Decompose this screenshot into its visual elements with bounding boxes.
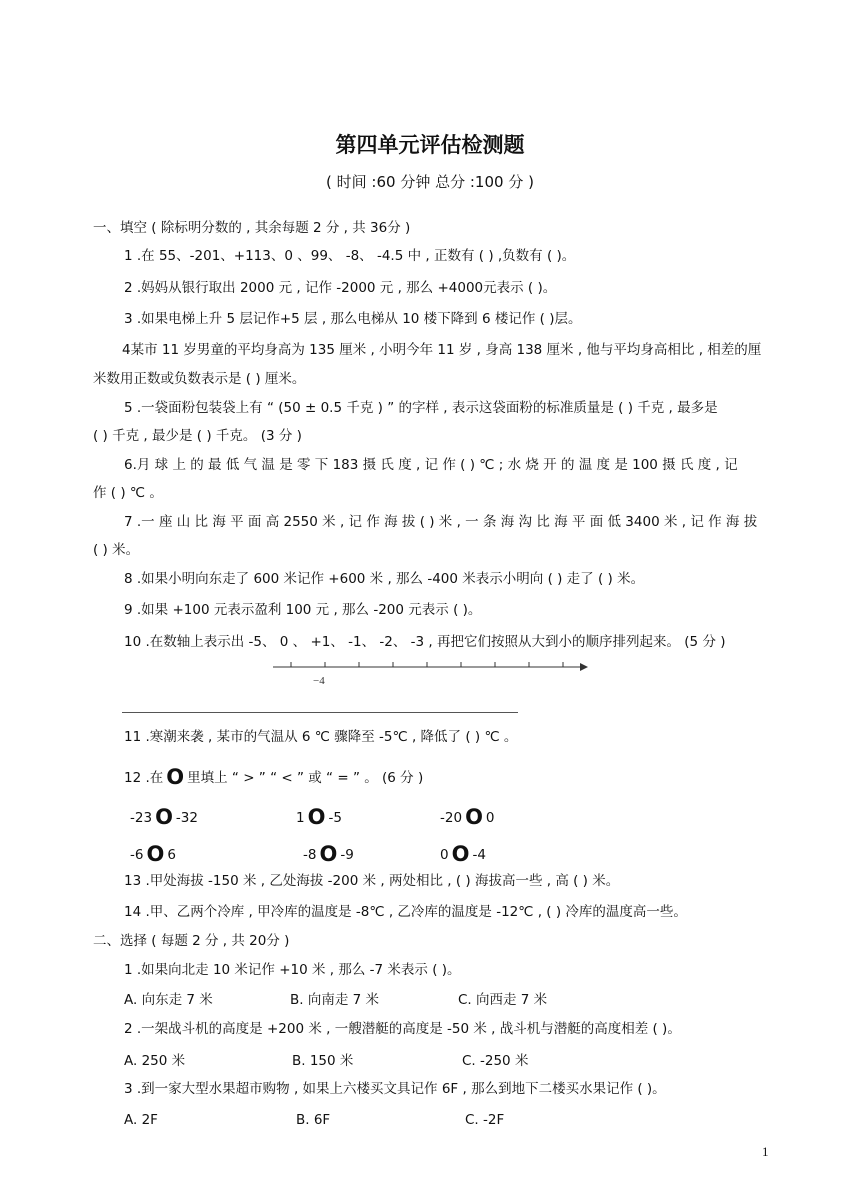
compare-circle[interactable]: O — [307, 805, 326, 829]
question-1-4-line2: 米数用正数或负数表示是 ( ) 厘米。 — [93, 371, 306, 387]
q12-suffix: 里填上 “ > ” “ < ” 或 “ = ” 。 (6 分 ) — [187, 770, 424, 786]
question-1-6-line2: 作 ( ) ℃ 。 — [93, 485, 163, 501]
question-1-9: 9 .如果 +100 元表示盈利 100 元 , 那么 -200 元表示 ( )。 — [124, 602, 482, 618]
compare-item — [440, 842, 486, 866]
compare-circle[interactable]: O — [146, 842, 165, 866]
question-1-7-line1: 7 .一 座 山 比 海 平 面 高 2550 米 , 记 作 海 拔 ( ) 米 , 一 条 海 沟 比 海 平 面 低 3400 米 , 记 作 海 拔 — [124, 514, 758, 530]
question-1-3: 3 .如果电梯上升 5 层记作+5 层 , 那么电梯从 10 楼下降到 6 楼记作 ( )层。 — [124, 311, 582, 327]
compare-right: -4 — [472, 847, 486, 863]
option-b[interactable]: B. 150 米 — [292, 1053, 354, 1069]
compare-right: -5 — [328, 810, 342, 826]
question-2-1: 1 .如果向北走 10 米记作 +10 米 , 那么 -7 米表示 ( )。 — [124, 962, 461, 978]
option-b[interactable]: B. 6F — [296, 1112, 331, 1128]
question-1-2: 2 .妈妈从银行取出 2000 元 , 记作 -2000 元 , 那么 +4000元表示 ( )。 — [124, 280, 557, 296]
question-1-13: 13 .甲处海拔 -150 米 , 乙处海拔 -200 米 , 两处相比 , ( ) 海拔高一些 , 高 ( ) 米。 — [124, 873, 620, 889]
compare-circle[interactable]: O — [451, 842, 470, 866]
question-1-10: 10 .在数轴上表示出 -5、 0 、 +1、 -1、 -2、 -3 , 再把它们按照从大到小的顺序排列起来。 (5 分 ) — [124, 634, 726, 650]
question-1-12 — [124, 765, 424, 789]
option-a[interactable]: A. 2F — [124, 1112, 158, 1128]
question-1-6-line1: 6.月 球 上 的 最 低 气 温 是 零 下 183 摄 氏 度 , 记 作 ( ) ℃ ; 水 烧 开 的 温 度 是 100 摄 氏 度 , 记 — [124, 457, 738, 473]
q12-prefix: 12 .在 — [124, 770, 164, 786]
question-1-11: 11 .寒潮来袭 , 某市的气温从 6 ℃ 骤降至 -5℃ , 降低了 ( ) ℃ 。 — [124, 729, 518, 745]
circle-symbol: O — [166, 765, 185, 789]
option-c[interactable]: C. -2F — [465, 1112, 505, 1128]
compare-item — [130, 805, 198, 829]
question-1-14: 14 .甲、乙两个冷库 , 甲冷库的温度是 -8℃ , 乙冷库的温度是 -12℃ , ( ) 冷库的温度高一些。 — [124, 904, 687, 920]
question-2-2: 2 .一架战斗机的高度是 +200 米 , 一艘潜艇的高度是 -50 米 , 战斗机与潜艇的高度相差 ( )。 — [124, 1021, 681, 1037]
option-c[interactable]: C. 向西走 7 米 — [458, 992, 548, 1008]
number-line-ticks — [291, 662, 563, 667]
compare-left: -6 — [130, 847, 144, 863]
page-number: 1 — [762, 1144, 769, 1159]
option-a[interactable]: A. 向东走 7 米 — [124, 992, 213, 1008]
compare-left: 1 — [296, 810, 305, 826]
compare-right: 6 — [167, 847, 176, 863]
compare-item — [296, 805, 342, 829]
question-1-1: 1 .在 55、-201、+113、0 、99、 -8、 -4.5 中 , 正数有 ( ) ,负数有 ( )。 — [124, 248, 576, 264]
compare-left: -20 — [440, 810, 463, 826]
compare-left: -23 — [130, 810, 153, 826]
number-line-arrow — [580, 663, 588, 671]
compare-item — [440, 805, 495, 829]
compare-circle[interactable]: O — [319, 842, 338, 866]
compare-right: -9 — [340, 847, 354, 863]
question-1-4-line1: 4某市 11 岁男童的平均身高为 135 厘米 , 小明今年 11 岁 , 身高 138 厘米 , 他与平均身高相比 , 相差的厘 — [122, 342, 762, 358]
compare-item — [303, 842, 354, 866]
compare-right: 0 — [485, 810, 495, 826]
number-line-label: −4 — [313, 675, 325, 687]
compare-left: 0 — [440, 847, 449, 863]
compare-circle[interactable]: O — [155, 805, 173, 829]
question-1-5-line1: 5 .一袋面粉包装袋上有 “ (50 ± 0.5 千克 ) ” 的字样 , 表示这袋面粉的标准质量是 ( ) 千克 , 最多是 — [124, 400, 718, 416]
option-c[interactable]: C. -250 米 — [462, 1053, 529, 1069]
compare-item — [130, 842, 176, 866]
option-b[interactable]: B. 向南走 7 米 — [290, 992, 380, 1008]
question-2-3: 3 .到一家大型水果超市购物 , 如果上六楼买文具记作 6F , 那么到地下二楼买水果记作 ( )。 — [124, 1081, 666, 1097]
number-line — [268, 656, 593, 688]
exam-info: ( 时间 :60 分钟 总分 :100 分 ) — [326, 173, 534, 191]
compare-circle[interactable]: O — [465, 805, 483, 829]
page-title: 第四单元评估检测题 — [335, 133, 525, 157]
question-1-5-line2: ( ) 千克 , 最少是 ( ) 千克。 (3 分 ) — [93, 428, 302, 444]
question-1-7-line2: ( ) 米。 — [93, 542, 140, 558]
option-a[interactable]: A. 250 米 — [124, 1053, 186, 1069]
question-1-8: 8 .如果小明向东走了 600 米记作 +600 米 , 那么 -400 米表示小明向 ( ) 走了 ( ) 米。 — [124, 571, 645, 587]
answer-line — [122, 712, 518, 713]
compare-right: -32 — [175, 810, 198, 826]
section1-heading: 一、填空 ( 除标明分数的 , 其余每题 2 分 , 共 36分 ) — [93, 220, 411, 236]
compare-left: -8 — [303, 847, 317, 863]
section2-heading: 二、选择 ( 每题 2 分 , 共 20分 ) — [93, 933, 290, 949]
